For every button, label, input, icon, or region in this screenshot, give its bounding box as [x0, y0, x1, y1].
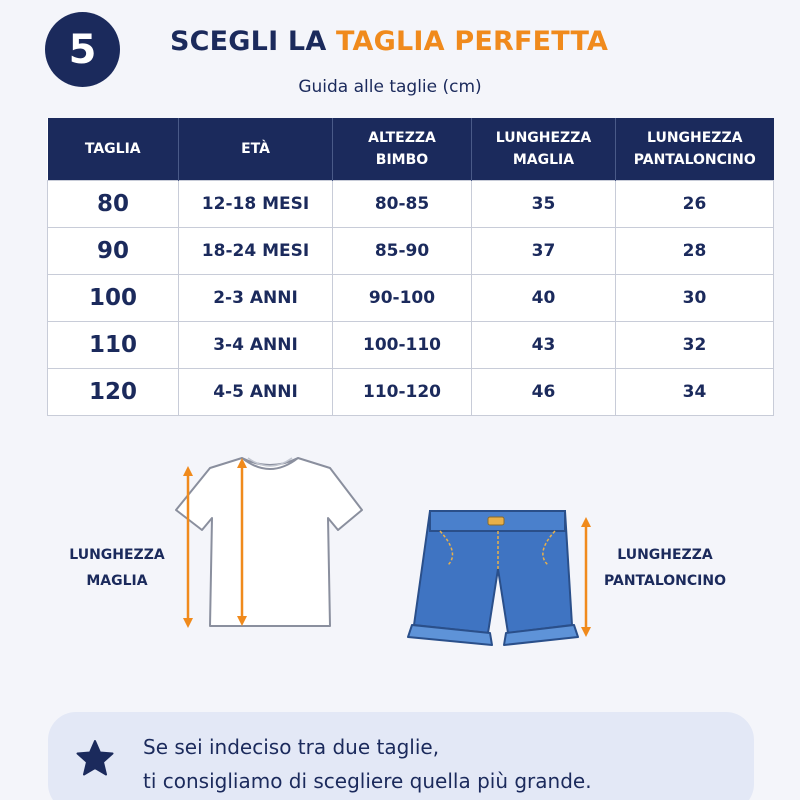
- table-cell: 46: [472, 368, 616, 415]
- table-cell: 100: [48, 274, 179, 321]
- table-cell: 90: [48, 227, 179, 274]
- table-cell: 32: [616, 321, 774, 368]
- table-cell: 30: [616, 274, 774, 321]
- tip-text: [143, 730, 592, 798]
- column-header: LUNGHEZZA PANTALONCINO: [616, 118, 774, 180]
- tip-line-2: ti consigliamo di scegliere quella più grande.: [143, 769, 592, 793]
- tshirt-illustration: [170, 448, 370, 638]
- table-cell: 34: [616, 368, 774, 415]
- table-cell: 110: [48, 321, 179, 368]
- table-row: [48, 321, 774, 368]
- table-row: [48, 368, 774, 415]
- table-cell: 90-100: [333, 274, 472, 321]
- tip-line-1: Se sei indeciso tra due taglie,: [143, 735, 440, 759]
- table-cell: 80: [48, 180, 179, 227]
- header-row: [48, 118, 774, 180]
- shirt-length-label: LUNGHEZZA MAGLIA: [69, 547, 165, 589]
- table-cell: 2-3 ANNI: [179, 274, 333, 321]
- shorts-illustration: [400, 505, 600, 655]
- shorts-icon: [408, 511, 578, 645]
- column-header: ETÀ: [179, 118, 333, 180]
- shorts-measure-arrow: [576, 515, 596, 639]
- table-cell: 40: [472, 274, 616, 321]
- table-row: [48, 180, 774, 227]
- table-cell: 28: [616, 227, 774, 274]
- table-row: [48, 274, 774, 321]
- table-cell: 80-85: [333, 180, 472, 227]
- table-cell: 12-18 MESI: [179, 180, 333, 227]
- table-cell: 26: [616, 180, 774, 227]
- shorts-length-label: LUNGHEZZA PANTALONCINO: [604, 547, 726, 589]
- table-cell: 18-24 MESI: [179, 227, 333, 274]
- tshirt-icon: [176, 458, 362, 626]
- table-cell: 85-90: [333, 227, 472, 274]
- size-table-header: [48, 118, 774, 180]
- column-header: TAGLIA: [48, 118, 179, 180]
- table-cell: 100-110: [333, 321, 472, 368]
- table-row: [48, 227, 774, 274]
- table-cell: 3-4 ANNI: [179, 321, 333, 368]
- table-cell: 4-5 ANNI: [179, 368, 333, 415]
- page-title: [170, 26, 608, 57]
- size-table: [47, 118, 774, 416]
- table-cell: 120: [48, 368, 179, 415]
- table-cell: 43: [472, 321, 616, 368]
- step-number-badge: 5: [45, 12, 120, 87]
- table-subtitle: Guida alle taglie (cm): [298, 77, 482, 97]
- size-table-body: [48, 180, 774, 415]
- table-cell: 37: [472, 227, 616, 274]
- title-part-2: TAGLIA PERFETTA: [336, 26, 609, 57]
- star-icon: [75, 738, 115, 778]
- column-header: LUNGHEZZA MAGLIA: [472, 118, 616, 180]
- column-header: ALTEZZA BIMBO: [333, 118, 472, 180]
- title-part-1: SCEGLI LA: [170, 26, 337, 57]
- table-cell: 35: [472, 180, 616, 227]
- table-cell: 110-120: [333, 368, 472, 415]
